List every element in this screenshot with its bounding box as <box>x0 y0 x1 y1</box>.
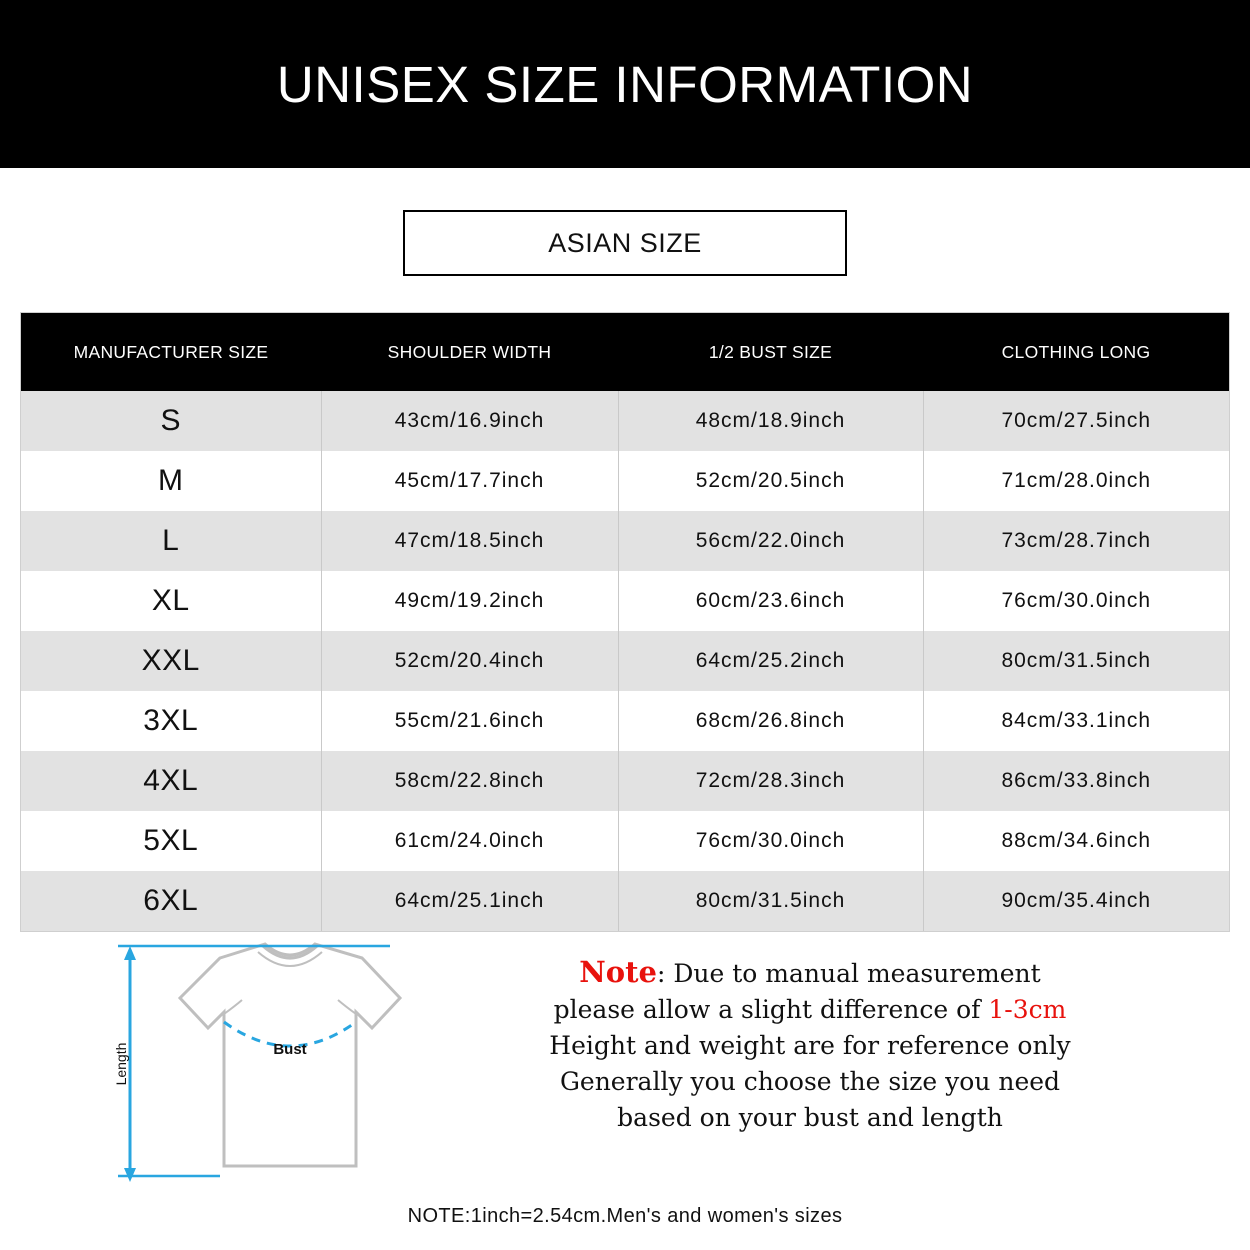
column-header-half-bust-size: 1/2 BUST SIZE <box>618 313 923 391</box>
note-line-2 <box>450 992 1170 1028</box>
cell-size: M <box>21 451 321 511</box>
column-header-shoulder-width: SHOULDER WIDTH <box>321 313 618 391</box>
cell-size: 3XL <box>21 691 321 751</box>
note-line-4: Generally you choose the size you need <box>559 1067 1061 1096</box>
cell-length: 70cm/27.5inch <box>923 391 1229 451</box>
cell-shoulder: 55cm/21.6inch <box>321 691 618 751</box>
length-label: Length <box>113 1042 129 1086</box>
cell-length: 80cm/31.5inch <box>923 631 1229 691</box>
table-row <box>21 691 1229 751</box>
cell-shoulder: 43cm/16.9inch <box>321 391 618 451</box>
column-header-clothing-long: CLOTHING LONG <box>923 313 1229 391</box>
cell-length: 71cm/28.0inch <box>923 451 1229 511</box>
table-body <box>21 391 1229 931</box>
cell-shoulder: 64cm/25.1inch <box>321 871 618 931</box>
bust-label: Bust <box>273 1041 307 1058</box>
table-row <box>21 511 1229 571</box>
cell-bust: 76cm/30.0inch <box>618 811 923 871</box>
note-line-3: Height and weight are for reference only <box>549 1031 1071 1060</box>
page-title: UNISEX SIZE INFORMATION <box>276 55 974 113</box>
tshirt-measurement-diagram <box>100 936 480 1186</box>
note-keyword: Note <box>579 955 657 989</box>
measurement-note <box>450 954 1170 1136</box>
asian-size-section <box>0 210 1250 276</box>
cell-length: 84cm/33.1inch <box>923 691 1229 751</box>
table-row <box>21 571 1229 631</box>
bottom-section <box>0 936 1250 1198</box>
table-row <box>21 871 1229 931</box>
table-header <box>21 313 1229 391</box>
note-line-1 <box>450 954 1170 992</box>
cell-size: XXL <box>21 631 321 691</box>
cell-bust: 52cm/20.5inch <box>618 451 923 511</box>
asian-size-label: ASIAN SIZE <box>548 227 702 258</box>
cell-size: L <box>21 511 321 571</box>
note-line-1-text: : Due to manual measurement <box>657 959 1041 988</box>
note-tolerance: 1-3cm <box>988 995 1067 1024</box>
header-banner <box>0 0 1250 168</box>
table-row <box>21 751 1229 811</box>
table-row <box>21 811 1229 871</box>
cell-shoulder: 52cm/20.4inch <box>321 631 618 691</box>
table-row <box>21 391 1229 451</box>
cell-length: 90cm/35.4inch <box>923 871 1229 931</box>
cell-size: 6XL <box>21 871 321 931</box>
size-table-container <box>20 312 1230 932</box>
cell-bust: 72cm/28.3inch <box>618 751 923 811</box>
note-line-2-text: please allow a slight difference of <box>553 995 989 1024</box>
table-header-row <box>21 313 1229 391</box>
cell-length: 88cm/34.6inch <box>923 811 1229 871</box>
table-row <box>21 451 1229 511</box>
size-table <box>21 313 1229 931</box>
note-line-5: based on your bust and length <box>617 1103 1003 1132</box>
cell-bust: 56cm/22.0inch <box>618 511 923 571</box>
table-row <box>21 631 1229 691</box>
cell-length: 76cm/30.0inch <box>923 571 1229 631</box>
cell-bust: 60cm/23.6inch <box>618 571 923 631</box>
tshirt-diagram-svg <box>100 936 480 1186</box>
cell-bust: 48cm/18.9inch <box>618 391 923 451</box>
cell-shoulder: 61cm/24.0inch <box>321 811 618 871</box>
cell-size: XL <box>21 571 321 631</box>
cell-size: 4XL <box>21 751 321 811</box>
cell-length: 86cm/33.8inch <box>923 751 1229 811</box>
cell-shoulder: 47cm/18.5inch <box>321 511 618 571</box>
column-header-manufacturer-size: MANUFACTURER SIZE <box>21 313 321 391</box>
cell-length: 73cm/28.7inch <box>923 511 1229 571</box>
cell-bust: 64cm/25.2inch <box>618 631 923 691</box>
cell-size: 5XL <box>21 811 321 871</box>
footer-note: NOTE:1inch=2.54cm.Men's and women's sizes <box>407 1205 843 1227</box>
cell-bust: 68cm/26.8inch <box>618 691 923 751</box>
cell-shoulder: 45cm/17.7inch <box>321 451 618 511</box>
cell-size: S <box>21 391 321 451</box>
cell-shoulder: 49cm/19.2inch <box>321 571 618 631</box>
cell-shoulder: 58cm/22.8inch <box>321 751 618 811</box>
asian-size-box <box>403 210 847 276</box>
cell-bust: 80cm/31.5inch <box>618 871 923 931</box>
